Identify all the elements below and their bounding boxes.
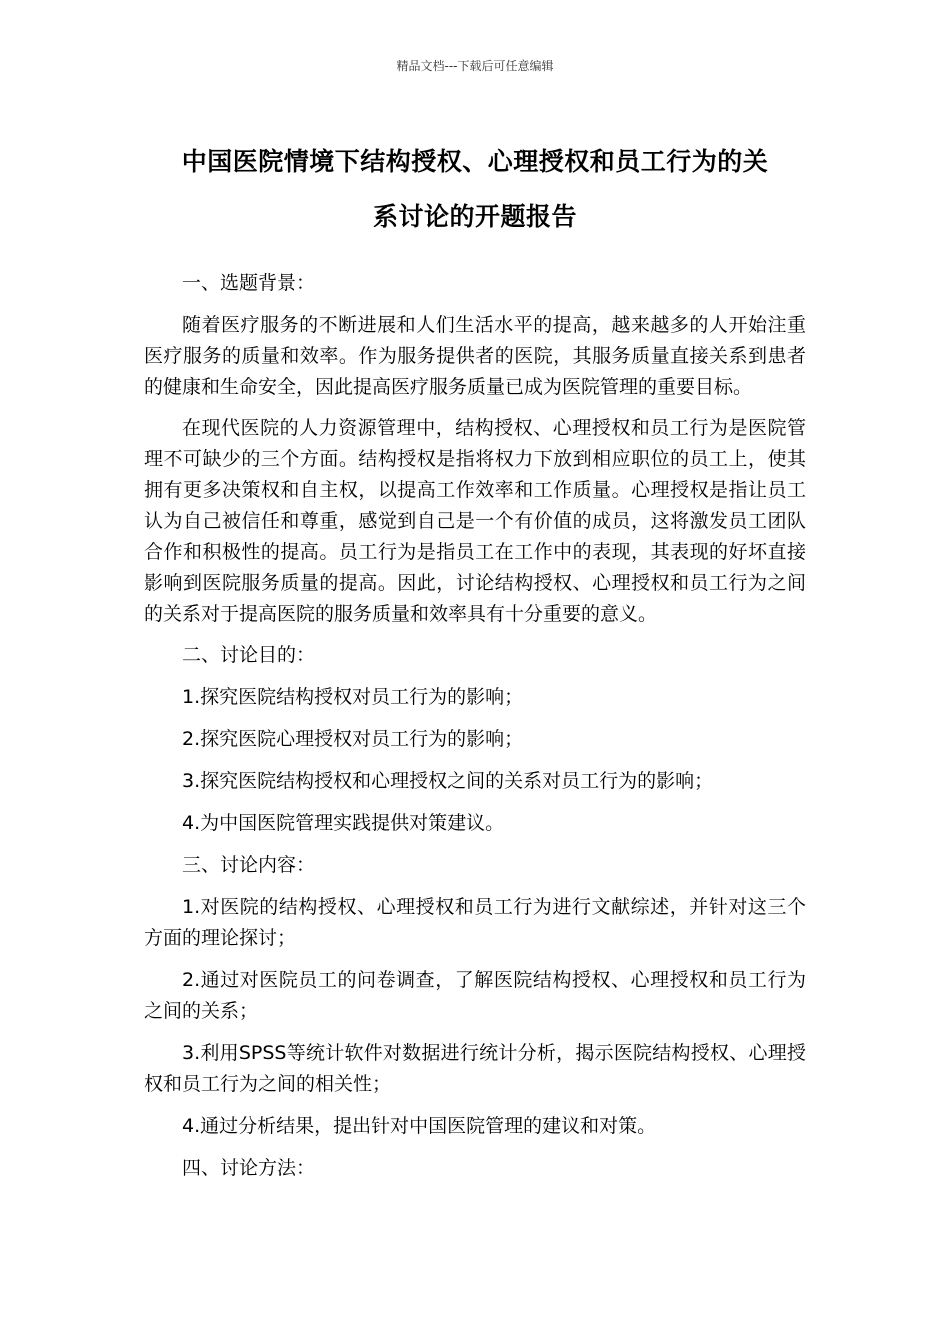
page-header: 精品文档---下载后可任意编辑	[396, 59, 554, 73]
section-3-item-1: 1.对医院的结构授权、心理授权和员工行为进行文献综述，并针对这三个方面的理论探讨；	[144, 896, 806, 949]
section-1-heading: 一、选题背景：	[182, 272, 316, 294]
title-line-2: 系讨论的开题报告	[372, 202, 577, 231]
section-3-item-3: 3.利用SPSS等统计软件对数据进行统计分析，揭示医院结构授权、心理授权和员工行为之间的相关性；	[144, 1042, 806, 1095]
section-2-item-3: 3.探究医院结构授权和心理授权之间的关系对员工行为的影响；	[182, 770, 714, 792]
section-2-heading: 二、讨论目的：	[182, 644, 316, 666]
section-2-item-1: 1.探究医院结构授权对员工行为的影响；	[182, 686, 524, 708]
section-1-paragraph-1: 随着医疗服务的不断进展和人们生活水平的提高，越来越多的人开始注重医疗服务的质量和效率。作为服务提供者的医院，其服务质量直接关系到患者的健康和生命安全，因此提高医疗服务质量已成为医院管理的重要目标。	[144, 314, 806, 398]
section-1-paragraph-2: 在现代医院的人力资源管理中，结构授权、心理授权和员工行为是医院管理不可缺少的三个方面。结构授权是指将权力下放到相应职位的员工上，使其拥有更多决策权和自主权，以提高工作效率和工作质量。心理授权是指让员工认为自己被信任和尊重，感觉到自己是一个有价值的成员，这将激发员工团队合作和积极性的提高。员工行为是指员工在工作中的表现，其表现的好坏直接影响到医院服务质量的提高。因此，讨论结构授权、心理授权和员工行为之间的关系对于提高医院的服务质量和效率具有十分重要的意义。	[144, 417, 806, 625]
section-2-item-2: 2.探究医院心理授权对员工行为的影响；	[182, 728, 524, 750]
section-4-heading: 四、讨论方法：	[182, 1157, 316, 1179]
section-3-item-2: 2.通过对医院员工的问卷调查，了解医院结构授权、心理授权和员工行为之间的关系；	[144, 969, 806, 1022]
title-line-1: 中国医院情境下结构授权、心理授权和员工行为的关	[181, 147, 769, 176]
section-3-heading: 三、讨论内容：	[182, 854, 316, 876]
document-title	[144, 134, 806, 244]
section-3-item-4: 4.通过分析结果，提出针对中国医院管理的建议和对策。	[182, 1115, 657, 1137]
section-2-item-4: 4.为中国医院管理实践提供对策建议。	[182, 812, 505, 834]
document-body	[144, 268, 806, 1195]
